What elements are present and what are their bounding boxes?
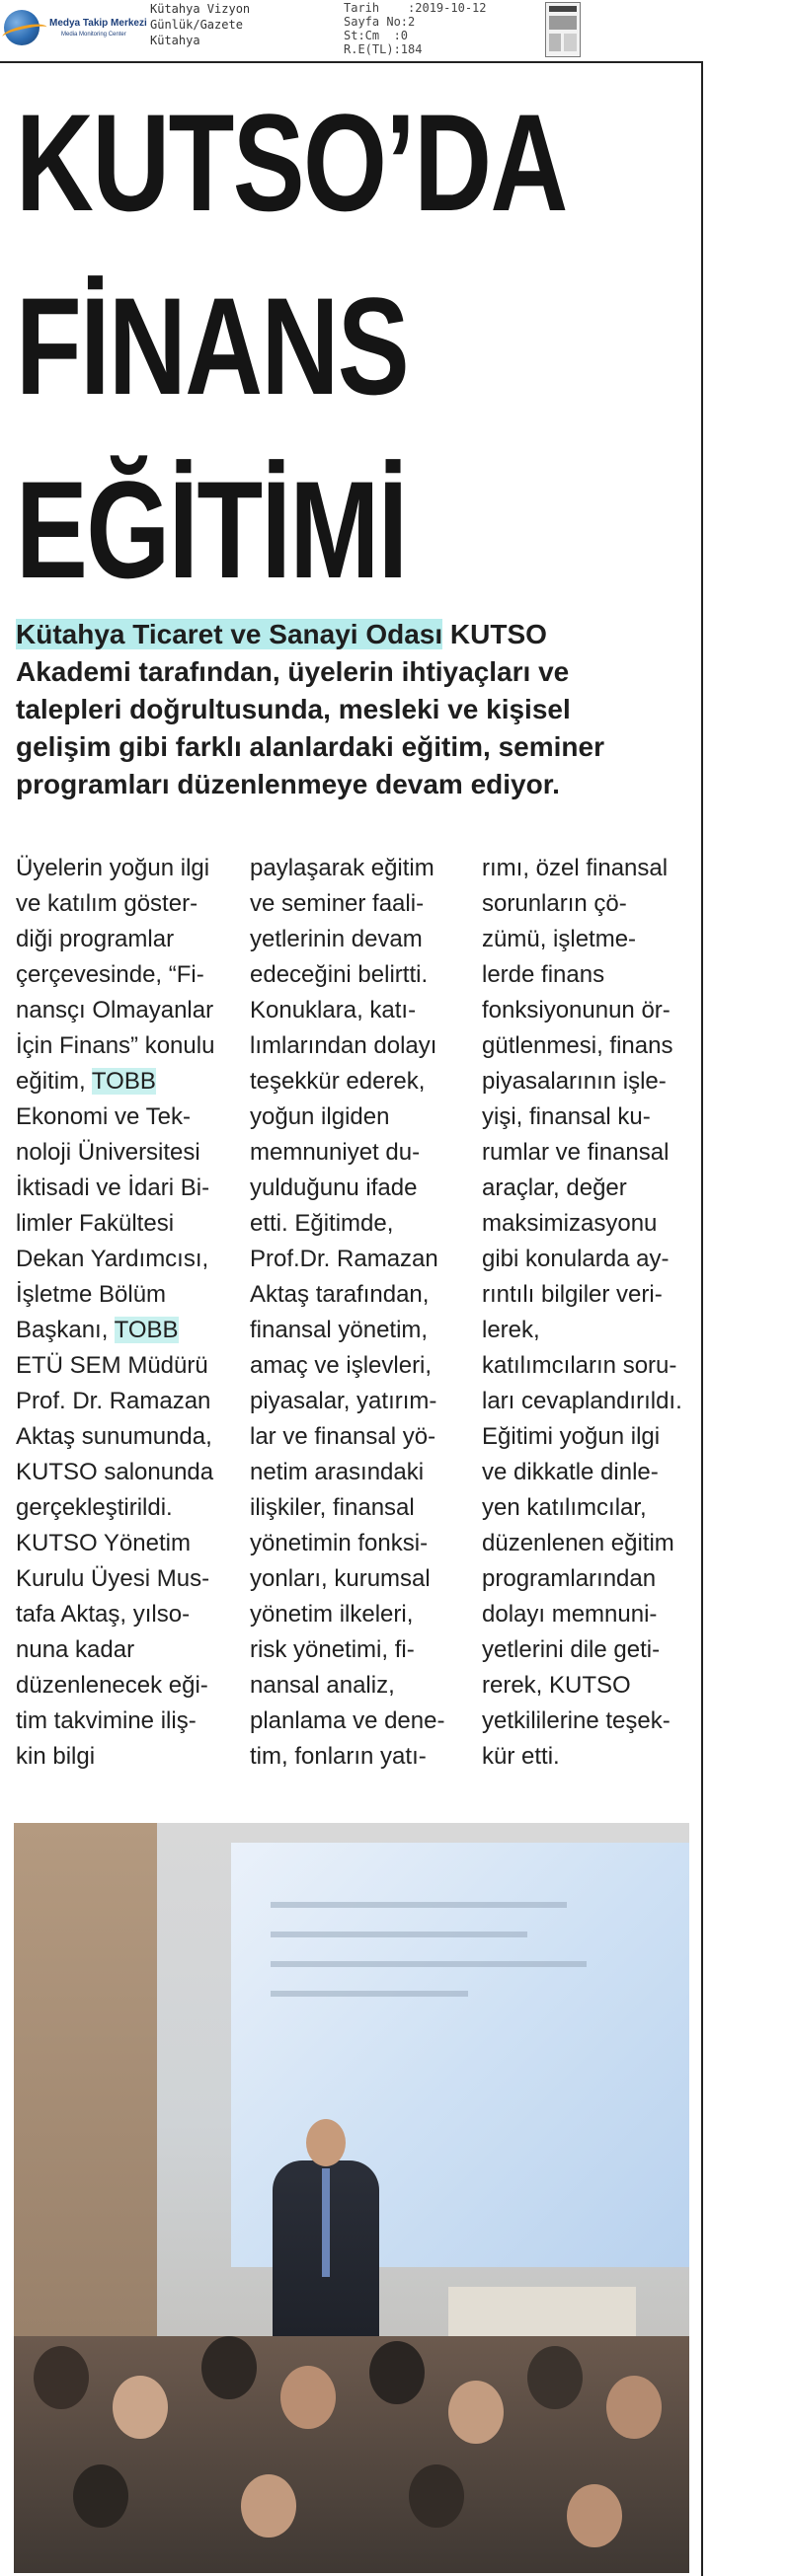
audience-head [606, 2376, 662, 2439]
publication-info [150, 1, 250, 48]
article-spot [16, 616, 658, 803]
page-thumbnail-icon[interactable] [545, 2, 581, 57]
audience-head [280, 2366, 336, 2429]
screen-line [271, 1961, 587, 1967]
thumb-block [549, 6, 577, 12]
audience-head [241, 2474, 296, 2538]
audience-head [113, 2376, 168, 2439]
clipping-header [0, 0, 790, 61]
headline-line: FİNANS [16, 268, 409, 423]
meta-date-value: :2019-10-12 [408, 1, 487, 15]
screen-line [271, 1902, 567, 1908]
audience-head [448, 2381, 504, 2444]
meta-page-row [344, 15, 487, 29]
audience-head [34, 2346, 89, 2409]
audience [14, 2336, 689, 2573]
body-column-3: rımı, özel finansal sorunların çö- zümü, işletme- lerde finans fonksiyonunun ör- gütlenmesi, finans piyasalarının işle- yişi, finansal ku- rumlar ve finansal araçlar, değer maksimizasyonu gibi konularda ay- rıntılı bilgiler veri- lerek, katılımcıların soru- ları cevaplandırıldı. Eğitimi yoğun ilgi ve dikkatle dinle- yen katılımcılar, düzenlenen eğitim programlarından dolayı memnuni- yetlerini dile geti- rerek, KUTSO yetkililerine teşek- kür etti. [482, 855, 682, 1770]
meta-re-value: :184 [393, 42, 423, 56]
logo-name: Medya Takip Merkezi [49, 18, 147, 29]
publication-frequency: Günlük/Gazete [150, 18, 243, 32]
spot-highlight: Kütahya Ticaret ve Sanayi Odası [16, 619, 443, 649]
meta-re-label: R.E(TL) [344, 42, 394, 56]
publication-city: Kütahya [150, 34, 200, 47]
tobb-highlight: TOBB [114, 1317, 179, 1343]
spot-text: KUTSO Akademi tarafından, üyelerin ihtiyaçları ve talepleri doğrultusunda, mesleki ve kişisel gelişim gibi farklı alanlardaki eğitim, seminer programları düzenlenmeye devam ediyor. [16, 619, 604, 799]
audience-head [369, 2341, 425, 2404]
logo-subtitle: Media Monitoring Center [61, 32, 126, 38]
audience-head [73, 2464, 128, 2528]
article-photo [14, 1823, 689, 2573]
meta-page-label: Sayfa No [344, 15, 401, 29]
body-column-2: paylaşarak eğitim ve seminer faali- yetlerinin devam edeceğini belirtti. Konuklara, katı- lımlarından dolayı teşekkür ederek, yoğun ilgiden memnuniyet du- yulduğunu ifade etti. Eğitimde, Prof.Dr. Ramazan Aktaş tarafından, finansal yönetim, amaç ve işlevleri, piyasalar, yatırım- lar ve finansal yö- netim arasındaki ilişkiler, finansal yönetimin fonksi- yonları, kurumsal yönetim ilkeleri, risk yönetimi, fi- nansal analiz, planlama ve dene- tim, fonların yatı- [250, 855, 445, 1770]
meta-page-value: :2 [400, 15, 416, 29]
media-monitoring-logo-icon [2, 6, 148, 51]
screen-line [271, 1991, 468, 1997]
headline-line: KUTSO’DA [16, 85, 567, 240]
speaker-tie [322, 2168, 330, 2277]
publication-name: Kütahya Vizyon [150, 2, 251, 16]
audience-head [201, 2336, 257, 2399]
body-column-1 [16, 851, 233, 1775]
body-text: Ekonomi ve Tek- noloji Üniversitesi İktisadi ve İdari Bi- limler Fakültesi Dekan Yardımcısı, İşletme Bölüm Başkanı, [16, 1103, 210, 1343]
meta-cm-row [344, 29, 487, 42]
thumb-block [564, 34, 577, 51]
meta-cm-value: :0 [393, 29, 409, 42]
tobb-highlight: TOBB [91, 1068, 156, 1095]
clipping-meta [344, 1, 487, 56]
headline-line: EĞİTİMİ [16, 452, 407, 607]
news-article [0, 61, 703, 2576]
thumb-block [549, 34, 561, 51]
meta-cm-label: St:Cm [344, 29, 380, 42]
meta-date-label: Tarih [344, 1, 380, 15]
speaker-head [306, 2119, 346, 2166]
screen-line [271, 1932, 527, 1937]
meta-re-row [344, 42, 487, 56]
article-headline [16, 71, 567, 622]
body-text: ETÜ SEM Müdürü Prof. Dr. Ramazan Aktaş sunumunda, KUTSO salonunda gerçekleştirildi. KUTSO Yönetim Kurulu Üyesi Mus- tafa Aktaş, yılso- nuna kadar düzenlenecek eği- tim takvimine iliş- kin bilgi [16, 1352, 214, 1770]
meta-date-row [344, 1, 487, 15]
audience-head [409, 2464, 464, 2528]
audience-head [527, 2346, 583, 2409]
thumb-block [549, 16, 577, 30]
body-text: Üyelerin yoğun ilgi ve katılım göster- diği programlar çerçevesinde, “Fi- nansçı Olmayanlar İçin Finans” konulu eğitim, [16, 855, 215, 1095]
audience-head [567, 2484, 622, 2547]
